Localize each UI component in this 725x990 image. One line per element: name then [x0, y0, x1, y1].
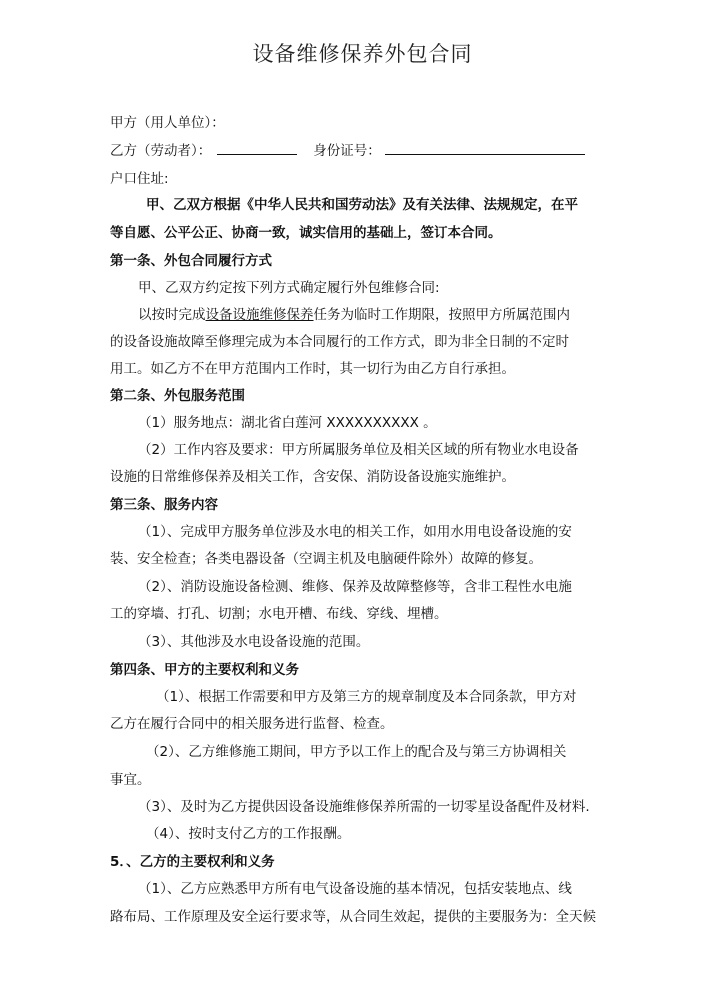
section-2-heading: 第二条、外包服务范围 — [110, 388, 245, 404]
s1-line-2-underlined: 设备设施维修保养 — [205, 307, 314, 323]
s4-line-5: （3）、及时为乙方提供因设备设施维修保养所需的一切零星设备配件及材料. — [138, 799, 590, 815]
id-label: 身份证号： — [313, 143, 381, 159]
s1-line-2 — [138, 306, 570, 324]
section-4-heading: 第四条、甲方的主要权利和义务 — [110, 662, 299, 678]
party-b-line — [110, 142, 585, 160]
s3-line-3: （2）、消防设施设备检测、维修、保养及故障整修等，含非工程性水电施 — [138, 579, 572, 595]
s4-line-1: （1）、根据工作需要和甲方及第三方的规章制度及本合同条款，甲方对 — [156, 689, 577, 705]
s5-line-1: （1）、乙方应熟悉甲方所有电气设备设施的基本情况，包括安装地点、线 — [138, 881, 572, 897]
section-5-heading: 5．、乙方的主要权利和义务 — [110, 854, 275, 870]
intro-line-1: 甲、乙双方根据《中华人民共和国劳动法》及有关法律、法规规定，在平 — [146, 197, 578, 213]
s2-line-1: （1）服务地点：湖北省白莲河 XXXXXXXXXX 。 — [138, 415, 437, 431]
s4-line-4: 事宜。 — [110, 772, 151, 788]
s1-line-2-pre: 以按时完成 — [138, 307, 206, 323]
section-3-heading: 第三条、服务内容 — [110, 497, 218, 513]
s3-line-1: （1）、完成甲方服务单位涉及水电的相关工作，如用水用电设备设施的安 — [138, 524, 572, 540]
intro-line-2: 等自愿、公平公正、协商一致，诚实信用的基础上，签订本合同。 — [110, 225, 502, 241]
s1-line-2-post: 任务为临时工作期限，按照甲方所属范围内 — [313, 307, 570, 323]
s3-line-2: 装、安全检查；各类电器设备（空调主机及电脑硬件除外）故障的修复。 — [110, 551, 542, 567]
s4-line-6: （4）、按时支付乙方的工作报酬。 — [146, 826, 351, 842]
document-title: 设备维修保养外包合同 — [252, 42, 473, 66]
s3-line-4: 工的穿墙、打孔、切割；水电开槽、布线、穿线、埋槽。 — [110, 606, 448, 622]
s2-line-2: （2）工作内容及要求：甲方所属服务单位及相关区域的所有物业水电设备 — [138, 442, 579, 458]
party-b-label: 乙方（劳动者）： — [110, 143, 212, 159]
s3-line-5: （3）、其他涉及水电设备设施的范围。 — [138, 634, 370, 650]
s5-line-2: 路布局、工作原理及安全运行要求等，从合同生效起，提供的主要服务为：全天候 — [110, 909, 596, 925]
party-b-blank — [217, 142, 297, 155]
s1-line-1: 甲、乙双方约定按下列方式确定履行外包维修合同: — [138, 280, 440, 296]
s4-line-3: （2）、乙方维修施工期间，甲方予以工作上的配合及与第三方协调相关 — [146, 744, 567, 760]
section-1-heading: 第一条、外包合同履行方式 — [110, 253, 272, 269]
hukou-line: 户口住址: — [110, 171, 169, 187]
id-blank — [385, 142, 585, 155]
s2-line-3: 设施的日常维修保养及相关工作，含安保、消防设备设施实施维护。 — [110, 469, 515, 485]
s1-line-3: 的设备设施故障至修理完成为本合同履行的工作方式，即为非全日制的不定时 — [110, 334, 569, 350]
s1-line-4: 用工。如乙方不在甲方范围内工作时，其一切行为由乙方自行承担。 — [110, 361, 515, 377]
s4-line-2: 乙方在履行合同中的相关服务进行监督、检查。 — [110, 716, 394, 732]
party-a-line: 甲方（用人单位）： — [110, 115, 225, 131]
